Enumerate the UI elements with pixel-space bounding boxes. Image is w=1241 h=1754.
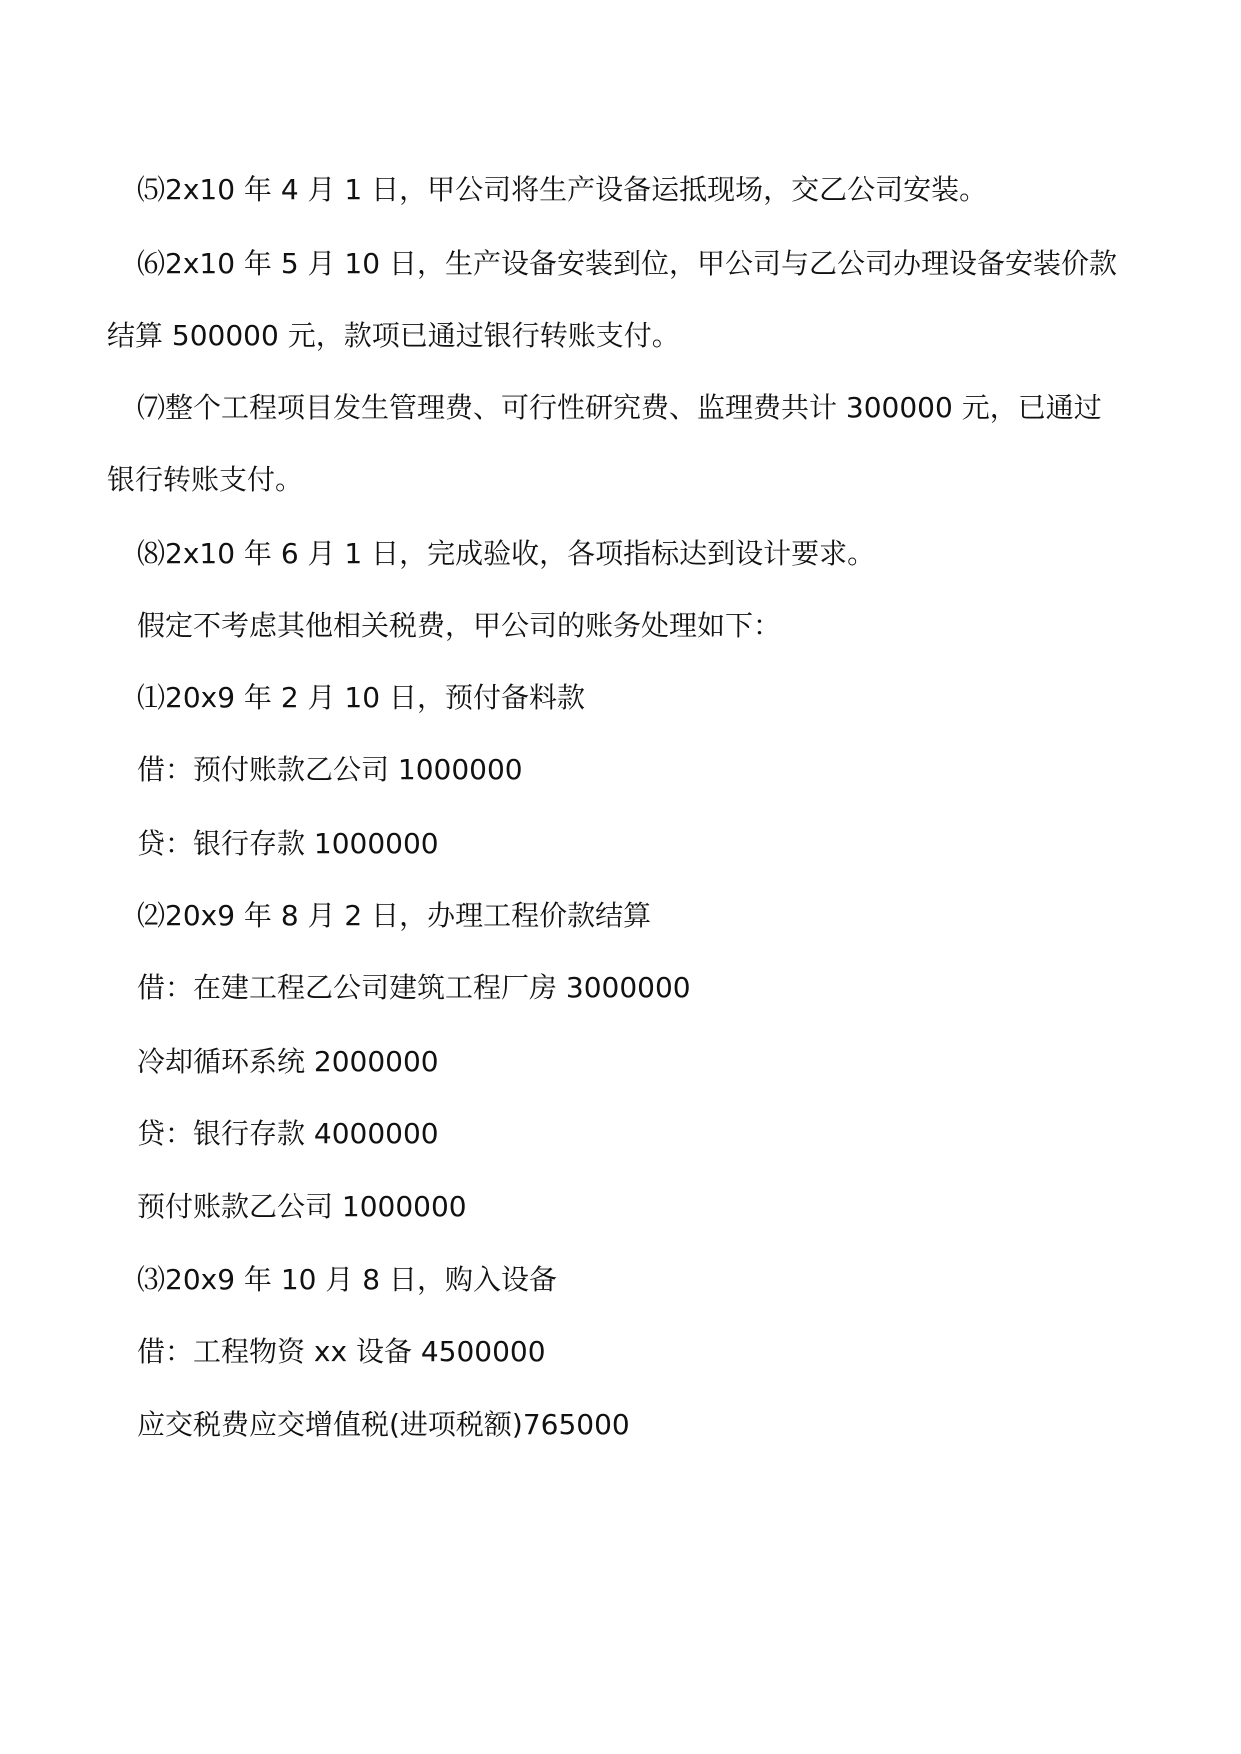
entry-line: 贷：银行存款 4000000: [137, 1117, 439, 1150]
entry-heading-2: ⑵20x9 年 8 月 2 日，办理工程价款结算: [137, 899, 652, 932]
paragraph-event-8: ⑻2x10 年 6 月 1 日，完成验收，各项指标达到设计要求。: [137, 537, 876, 570]
entry-line: 借：在建工程乙公司建筑工程厂房 3000000: [137, 971, 691, 1004]
paragraph-event-6: ⑹2x10 年 5 月 10 日，生产设备安装到位，甲公司与乙公司办理设备安装价款: [137, 247, 1117, 280]
paragraph-assumption: 假定不考虑其他相关税费，甲公司的账务处理如下：: [137, 609, 782, 642]
entry-line: 冷却循环系统 2000000: [137, 1045, 439, 1078]
entry-line: 借：工程物资 xx 设备 4500000: [137, 1335, 546, 1368]
paragraph-event-7: ⑺整个工程项目发生管理费、可行性研究费、监理费共计 300000 元，已通过: [137, 391, 1102, 424]
paragraph-event-7-continued: 银行转账支付。: [107, 463, 304, 496]
entry-line: 预付账款乙公司 1000000: [137, 1190, 467, 1223]
entry-line: 借：预付账款乙公司 1000000: [137, 753, 523, 786]
entry-line: 应交税费应交增值税(进项税额)765000: [137, 1408, 630, 1441]
entry-line: 贷：银行存款 1000000: [137, 827, 439, 860]
entry-heading-1: ⑴20x9 年 2 月 10 日，预付备料款: [137, 681, 585, 714]
paragraph-event-6-continued: 结算 500000 元，款项已通过银行转账支付。: [107, 319, 680, 352]
paragraph-event-5: ⑸2x10 年 4 月 1 日，甲公司将生产设备运抵现场，交乙公司安装。: [137, 173, 988, 206]
entry-heading-3: ⑶20x9 年 10 月 8 日，购入设备: [137, 1263, 557, 1296]
